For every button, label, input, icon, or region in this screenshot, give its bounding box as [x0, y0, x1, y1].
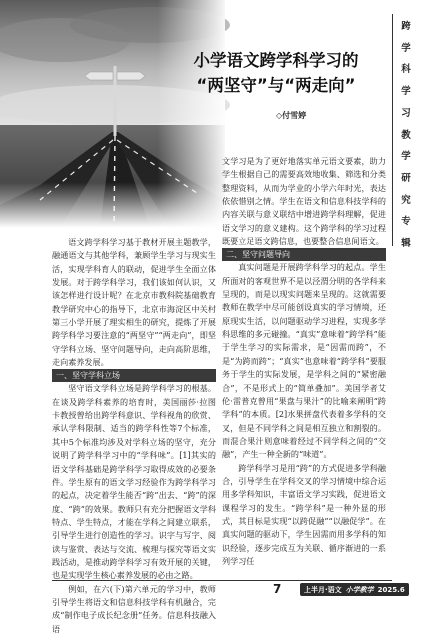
body-paragraph: 坚守语文学科立场是跨学科学习的根基。在谈及跨学科素养的培育时，美国丽莎·拉图卡教授曾给出跨学科意识、学科视角的欣赏、承认学科限制、适当的跨学科性等7个标准，其中5个标准均涉及对学科立场的坚守，充分说明了跨学科学习中的“学科味”。[1]其实的语文学科基础是跨学科学习取得成效的必要条件。学生原有的语文学习经验作为跨学科学习的起点，决定着学生能否“跨”出去、“跨”的深度、“跨”的效果。教师只有充分把握语文学科特点、学生特点，才能在学科之间建立联系，引导学生进行创造性的学习。识字与写字、阅读与鉴赏、表达与交流、梳理与探究等语文实践活动，是推动跨学科学习有效开展的关键，也是实现学生核心素养发展的必由之路。 — [52, 383, 216, 581]
page-number: 7 — [273, 582, 282, 596]
journal-footer-badge — [300, 583, 409, 596]
crossroads-illustration — [0, 0, 225, 228]
body-paragraph: 文学习是为了更好地落实单元语文要素，助力学生根据自己的需要高效地收集、筛选和分类整理资料，从而为学业的小学六年时光，表达依依惜别之情。学生在语文和信息科技学科的内容关联与意义联结中增进跨学科理解，促进语文学习的意义建构。这个跨学科的学习过程既要立足语文跨信息，也要整合信息间语文。 — [222, 156, 386, 247]
column-label-char: 学 — [401, 42, 411, 54]
journal-brand: 小学教学 — [345, 585, 374, 594]
column-label-char: 学 — [401, 151, 411, 163]
column-divider — [392, 14, 393, 246]
article-title-line1: 小学语文跨学科学习的 — [193, 51, 359, 70]
column-label-char: 跨 — [401, 21, 411, 32]
body-paragraph: 例如，在六(下)第六单元的学习中，教师引导学生将语文和信息科技学科有机融合，完成“制作电子成长纪念册”任务。信息科技融入语 — [52, 583, 216, 634]
column-label-char: 研 — [401, 172, 411, 184]
column-label-char: 教 — [401, 129, 411, 141]
article-title-line2: “两坚守”与“两走向” — [196, 76, 356, 95]
column-label-char: 辑 — [401, 238, 411, 250]
body-column-right — [222, 155, 386, 575]
column-label-char: 科 — [401, 64, 411, 76]
body-paragraph: 真实问题是开展跨学科学习的起点。学生所面对的客观世界不是以泾渭分明的各学科来呈现的，而是以现实问题来呈现的。这就需要教师在教学中尽可能创设真实的学习情境，还原现实生活，以问题驱动学习进程，实现多学科思维的多元碰撞。“真实”意味着“跨学科”能于学生学习的实际需求，是“因需而跨”，不是“为跨而跨”；“真实”也意味着“跨学科”要服务于学生的实际发展，是学科之间的“紧密融合”，不是形式上的“简单叠加”。美国学者艾伦·雷普克曾用“果盘与果汁”的比喻来阐明“跨学科”的本质。[2]水果拼盘代表着多学科的交叉，但是不同学科之间是相互独立和割裂的。而混合果汁则意味着经过不同学科之间的“交融”，产生一种全新的“味道”。 — [222, 262, 386, 460]
section-heading-1: 一、坚守学科立场 — [52, 369, 216, 382]
footer-rule — [52, 580, 392, 581]
column-label-char: 学 — [401, 86, 411, 98]
article-title — [160, 48, 392, 98]
body-column-left — [52, 236, 216, 634]
intro-paragraph: 语文跨学科学习基于教材开展主题教学，融通语文与其他学科，兼顾学生学习与现实生活，实现学科育人的联动，促进学生全面立体发展。对于跨学科学习，我们该如何认识，又该怎样进行设计呢？在北京市教科院基础教育教学研究中心的指导下，北京市海淀区中关村第三小学开展了理实相生的研究，提炼了开展跨学科学习要注意的“两坚守”“两走向”，即坚守学科立场、坚守问题导向，走向高阶思维，走向素养发展。 — [52, 237, 216, 368]
column-label — [396, 16, 416, 255]
body-paragraph: 跨学科学习是用“跨”的方式促进多学科融合，引导学生在学科交叉的学习情境中综合运用多学科知识，丰富语文学习实践，促进语文课程学习的发生。“跨学科”是一种外显的形式，其目标是实现“以跨促融”“以融促学”。在真实问题的驱动下，学生因需而用多学科的知识经验，逐步完成互为关联、循序渐进的一系列学习任 — [222, 462, 386, 566]
column-label-char: 习 — [401, 107, 411, 119]
issue-label: 上半月·语文 — [304, 585, 342, 594]
column-label-char: 专 — [401, 216, 411, 228]
article-author: ◇付雪婷 — [276, 111, 307, 120]
section-heading-2: 二、坚守问题导向 — [222, 248, 386, 261]
column-label-char: 究 — [401, 194, 411, 206]
issue-date: 2025.6 — [377, 585, 405, 594]
